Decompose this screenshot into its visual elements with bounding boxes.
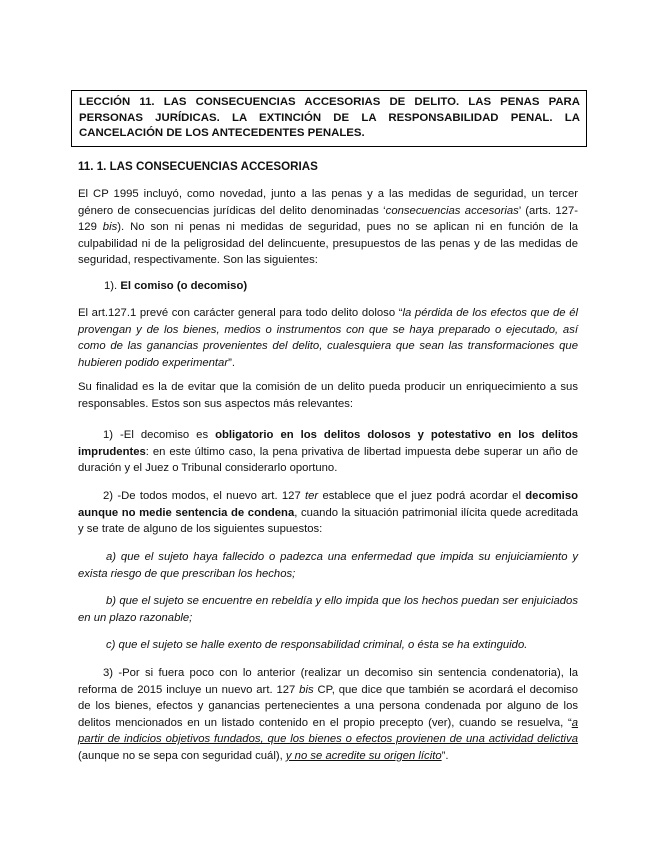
point-2-paragraph xyxy=(78,488,578,538)
intro-text-1: El CP 1995 incluyó, como novedad, junto a las penas y a las medidas de seguridad, un tercer género de consecuencias jurídicas del delito denominadas ‘ xyxy=(78,188,578,217)
point-1-bold: obligatorio en los delitos dolosos y potestativo en los delitos imprudentes xyxy=(78,429,579,458)
point-1-paragraph xyxy=(78,427,578,477)
point-2-text-1: 2) -De todos modos, el nuevo art. 127 xyxy=(103,490,306,502)
point-3-quote-2: y no se acredite su origen lícito xyxy=(285,749,442,762)
intro-term-bis: bis xyxy=(102,221,118,234)
case-b-text: b) que el sujeto se encuentre en rebeldía y ello impida que los hechos puedan ser enjuiciados en un plazo razonable; xyxy=(78,595,578,624)
intro-text-2: ’ (arts. 127-129 xyxy=(78,204,579,234)
point-3-text-2: CP, que dice que también se acordará el decomiso de los bienes, efectos y ganancias pertenecientes a una persona condenada por alguno de los delitos mencionados en un listado contenido en el propio precepto (ver), cuando se resuelva, “ xyxy=(78,683,578,729)
lesson-title: LECCIÓN 11. LAS CONSECUENCIAS ACCESORIAS DE DELITO. LAS PENAS PARA PERSONAS JURÍDICAS. LA EXTINCIÓN DE LA RESPONSABILIDAD PENAL. LA CANCELACIÓN DE LOS ANTECEDENTES PENALES. xyxy=(79,96,580,140)
case-c-text: c) que el sujeto se halle exento de responsabilidad criminal, o ésta se ha extinguido. xyxy=(106,639,528,651)
art127-quote: la pérdida de los efectos que de él provengan y de los bienes, medios o instrumentos con que se haya preparado o ejecutado, así como de las ganancias provenientes del delito, cualesquiera que sean las transformaciones que hubieren podido experimentar xyxy=(78,307,578,369)
point-3-text-3: (aunque no se sepa con seguridad cuál), xyxy=(78,749,286,762)
comiso-heading xyxy=(104,278,574,295)
point-1-text-1: 1) -El decomiso es xyxy=(103,429,216,441)
point-2-text-3: , cuando la situación patrimonial ilícita quede acreditada y se trate de alguno de los siguientes supuestos: xyxy=(78,506,579,536)
point-3-term-bis: bis xyxy=(299,683,314,696)
art127-text-1: El art.127.1 prevé con carácter general para todo delito doloso “ xyxy=(78,307,403,319)
intro-text-3: ). No son ni penas ni medidas de seguridad, pues no se aplican ni en función de la culpabilidad ni de la peligrosidad del delincuente, presupuestos de las penas y de las medidas de seguridad, respectivamente. Son las siguientes: xyxy=(78,221,578,267)
point-2-term-ter: ter xyxy=(305,490,319,502)
comiso-title: El comiso (o decomiso) xyxy=(120,280,248,292)
section-heading xyxy=(78,159,578,176)
section-title: 11. 1. LAS CONSECUENCIAS ACCESORIAS xyxy=(78,160,318,173)
case-a xyxy=(78,549,578,582)
intro-term-consecuencias-accesorias: consecuencias accesorias xyxy=(385,204,519,217)
art127-paragraph xyxy=(78,305,578,371)
case-b xyxy=(78,593,578,626)
intro-paragraph xyxy=(78,186,578,269)
point-3-quote-1: a partir de indicios objetivos fundados, que los bienes o efectos provienen de una actividad delictiva xyxy=(78,716,578,746)
point-3-text-1: 3) -Por si fuera poco con lo anterior (realizar un decomiso sin sentencia condenatoria), la reforma de 2015 incluye un nuevo art. 127 xyxy=(78,667,578,696)
art127-text-2: ”. xyxy=(228,356,236,369)
point-3-paragraph xyxy=(78,665,578,765)
case-c xyxy=(78,637,578,654)
point-2-text-2: establece que el juez podrá acordar el xyxy=(318,490,526,502)
point-2-bold: decomiso aunque no medie sentencia de condena xyxy=(78,490,578,519)
comiso-number: 1). xyxy=(104,280,121,292)
lesson-title-box xyxy=(71,90,587,147)
finalidad-text: Su finalidad es la de evitar que la comisión de un delito pueda producir un enriquecimiento a sus responsables. Estos son sus aspectos más relevantes: xyxy=(78,381,578,410)
point-3-text-4: ”. xyxy=(441,749,449,762)
point-1-text-2: : en este último caso, la pena privativa de libertad impuesta debe superar un año de duración y el Juez o Tribunal considerarlo oportuno. xyxy=(78,445,578,475)
case-a-text: a) que el sujeto haya fallecido o padezca una enfermedad que impida su enjuiciamiento y exista riesgo de que prescriban los hechos; xyxy=(78,551,578,580)
finalidad-paragraph xyxy=(78,379,578,412)
